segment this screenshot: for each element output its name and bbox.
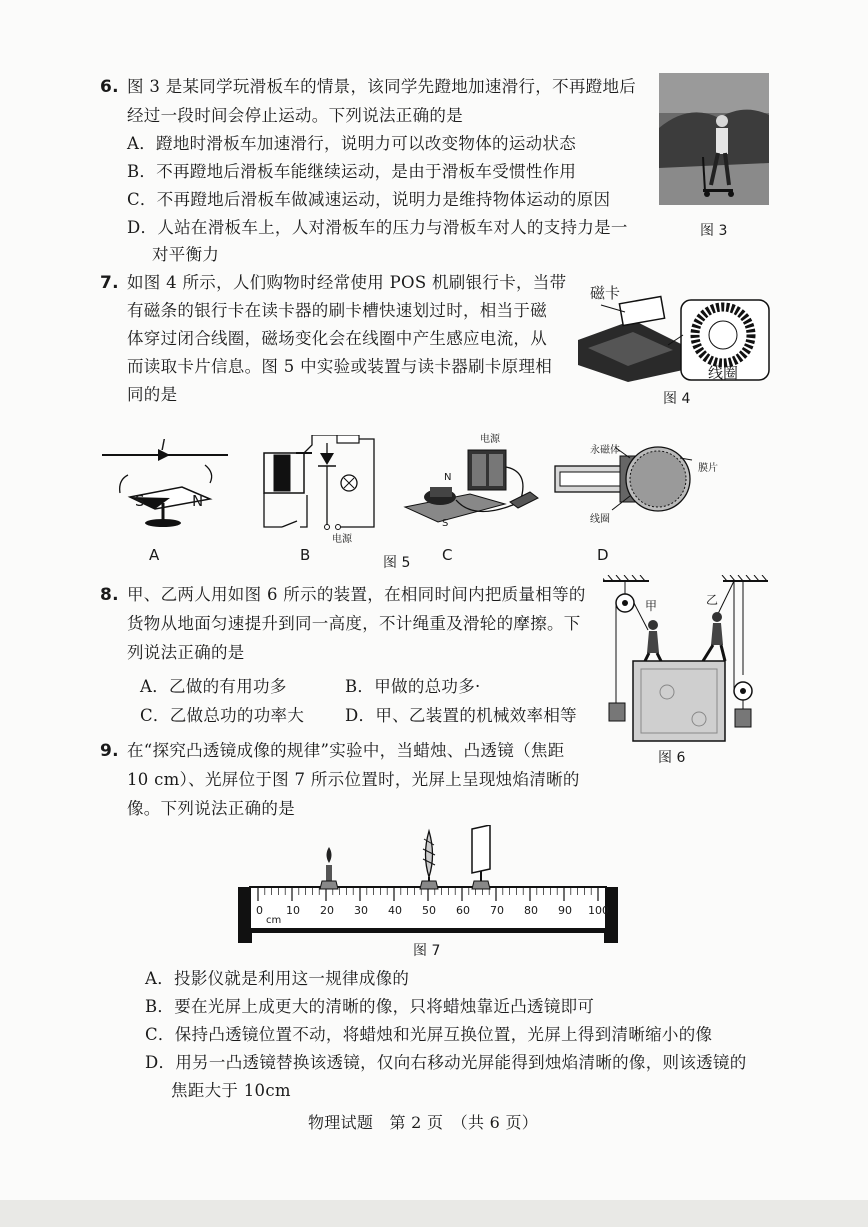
figure-7-optical-bench	[238, 825, 618, 950]
q9-option-d-line2: 焦距大于 10cm	[171, 1081, 291, 1100]
q9-stem-line3: 像。下列说法正确的是	[127, 799, 295, 818]
q7-stem-line3: 体穿过闭合线圈，磁场变化会在线圈中产生感应电流，从	[127, 329, 547, 348]
q7-number: 7.	[100, 273, 119, 293]
figure-5b-power-label: 电源	[332, 534, 352, 545]
scan-bottom-margin	[0, 1200, 868, 1227]
ruler-label-100: 100	[588, 904, 609, 917]
q6-option-b: B．不再蹬地后滑板车能继续运动，是由于滑板车受惯性作用	[127, 162, 577, 181]
q9-option-b: B．要在光屏上成更大的清晰的像，只将蜡烛靠近凸透镜即可	[145, 997, 595, 1016]
q6-option-a: A．蹬地时滑板车加速滑行，说明力可以改变物体的运动状态	[127, 134, 577, 153]
q7-stem-line1: 如图 4 所示，人们购物时经常使用 POS 机刷银行卡，当带	[127, 273, 567, 292]
q8-option-a: A．乙做的有用功多	[140, 677, 287, 696]
q8-option-b: B．甲做的总功多·	[345, 677, 481, 696]
q7-stem-line5: 同的是	[127, 385, 178, 404]
figure-7-caption: 图 7	[413, 943, 441, 959]
q8-stem-line3: 列说法正确的是	[127, 643, 245, 662]
ruler-label-80: 80	[524, 904, 538, 917]
q9-number: 9.	[100, 741, 119, 761]
figure-5d-microphone	[550, 438, 700, 528]
q8-number: 8.	[100, 585, 119, 605]
q9-option-a: A．投影仪就是利用这一规律成像的	[145, 969, 410, 988]
figure-4-pos-reader	[573, 290, 773, 385]
q8-option-c: C．乙做总功的功率大	[140, 706, 305, 725]
q7-stem-line2: 有磁条的银行卡在读卡器的刷卡槽快速划过时，相当于磁	[127, 301, 547, 320]
q9-stem-line2: 10 cm）、光屏位于图 7 所示位置时，光屏上呈现烛焰清晰的	[127, 770, 580, 789]
q6-option-d-line1: D．人站在滑板车上，人对滑板车的压力与滑板车对人的支持力是一	[127, 218, 628, 237]
q6-number: 6.	[100, 77, 119, 97]
figure-6-caption: 图 6	[658, 750, 686, 766]
figure-5-option-c: C	[442, 546, 453, 564]
ruler-label-10: 10	[286, 904, 300, 917]
ruler-unit-label: cm	[266, 915, 282, 926]
ruler-label-40: 40	[388, 904, 402, 917]
figure-5d-film-label: 膜片	[698, 463, 718, 474]
q6-option-d-line2: 对平衡力	[152, 245, 220, 264]
q6-stem-line2: 经过一段时间会停止运动。下列说法正确的是	[127, 106, 463, 125]
q6-option-c: C．不再蹬地后滑板车做减速运动，说明力是维持物体运动的原因	[127, 190, 611, 209]
figure-5d-coil-label: 线圈	[590, 514, 610, 525]
ruler-label-0: 0	[256, 904, 263, 917]
figure-5a-n-label: N	[192, 492, 204, 510]
figure-6-yi-label: 乙	[706, 593, 719, 607]
figure-5-option-b: B	[300, 546, 311, 564]
figure-4-card-label: 磁卡	[590, 284, 621, 302]
ruler-label-50: 50	[422, 904, 436, 917]
figure-5c-s-label: S	[442, 518, 449, 529]
figure-5a-current-label: I	[161, 436, 166, 454]
figure-5-option-a: A	[149, 546, 160, 564]
q6-stem-line1: 图 3 是某同学玩滑板车的情景，该同学先蹬地加速滑行，不再蹬地后	[127, 77, 637, 96]
q8-stem-line2: 货物从地面匀速提升到同一高度，不计绳重及滑轮的摩擦。下	[127, 614, 581, 633]
figure-3-caption: 图 3	[700, 223, 728, 239]
ruler-label-20: 20	[320, 904, 334, 917]
figure-6-jia-label: 甲	[645, 599, 658, 613]
page-footer: 物理试题 第 2 页 （共 6 页）	[308, 1113, 539, 1132]
figure-4-coil-label: 线圈	[708, 364, 739, 382]
figure-5c-n-label: N	[444, 472, 452, 483]
figure-5-option-d: D	[597, 546, 609, 564]
figure-5b-relay-circuit	[252, 435, 382, 535]
figure-5c-motor-experiment	[400, 432, 550, 532]
figure-5-caption: 图 5	[383, 555, 411, 571]
figure-5c-power-label: 电源	[480, 434, 500, 445]
figure-5d-magnet-label: 永磁体	[590, 445, 620, 456]
ruler-label-60: 60	[456, 904, 470, 917]
q9-option-c: C．保持凸透镜位置不动，将蜡烛和光屏互换位置，光屏上得到清晰缩小的像	[145, 1025, 713, 1044]
q9-stem-line1: 在“探究凸透镜成像的规律”实验中，当蜡烛、凸透镜（焦距	[127, 741, 565, 760]
q8-option-d: D．甲、乙装置的机械效率相等	[345, 706, 577, 725]
figure-3-skateboard-photo	[659, 73, 769, 205]
ruler-label-90: 90	[558, 904, 572, 917]
q8-stem-line1: 甲、乙两人用如图 6 所示的装置，在相同时间内把质量相等的	[127, 585, 586, 604]
ruler-label-70: 70	[490, 904, 504, 917]
figure-5a-s-label: S	[135, 492, 145, 510]
ruler-label-30: 30	[354, 904, 368, 917]
figure-4-caption: 图 4	[663, 391, 691, 407]
q9-option-d-line1: D．用另一凸透镜替换该透镜，仅向右移动光屏能得到烛焰清晰的像，则该透镜的	[145, 1053, 747, 1072]
q7-stem-line4: 而读取卡片信息。图 5 中实验或装置与读卡器刷卡原理相	[127, 357, 553, 376]
figure-6-pulleys	[603, 575, 768, 745]
